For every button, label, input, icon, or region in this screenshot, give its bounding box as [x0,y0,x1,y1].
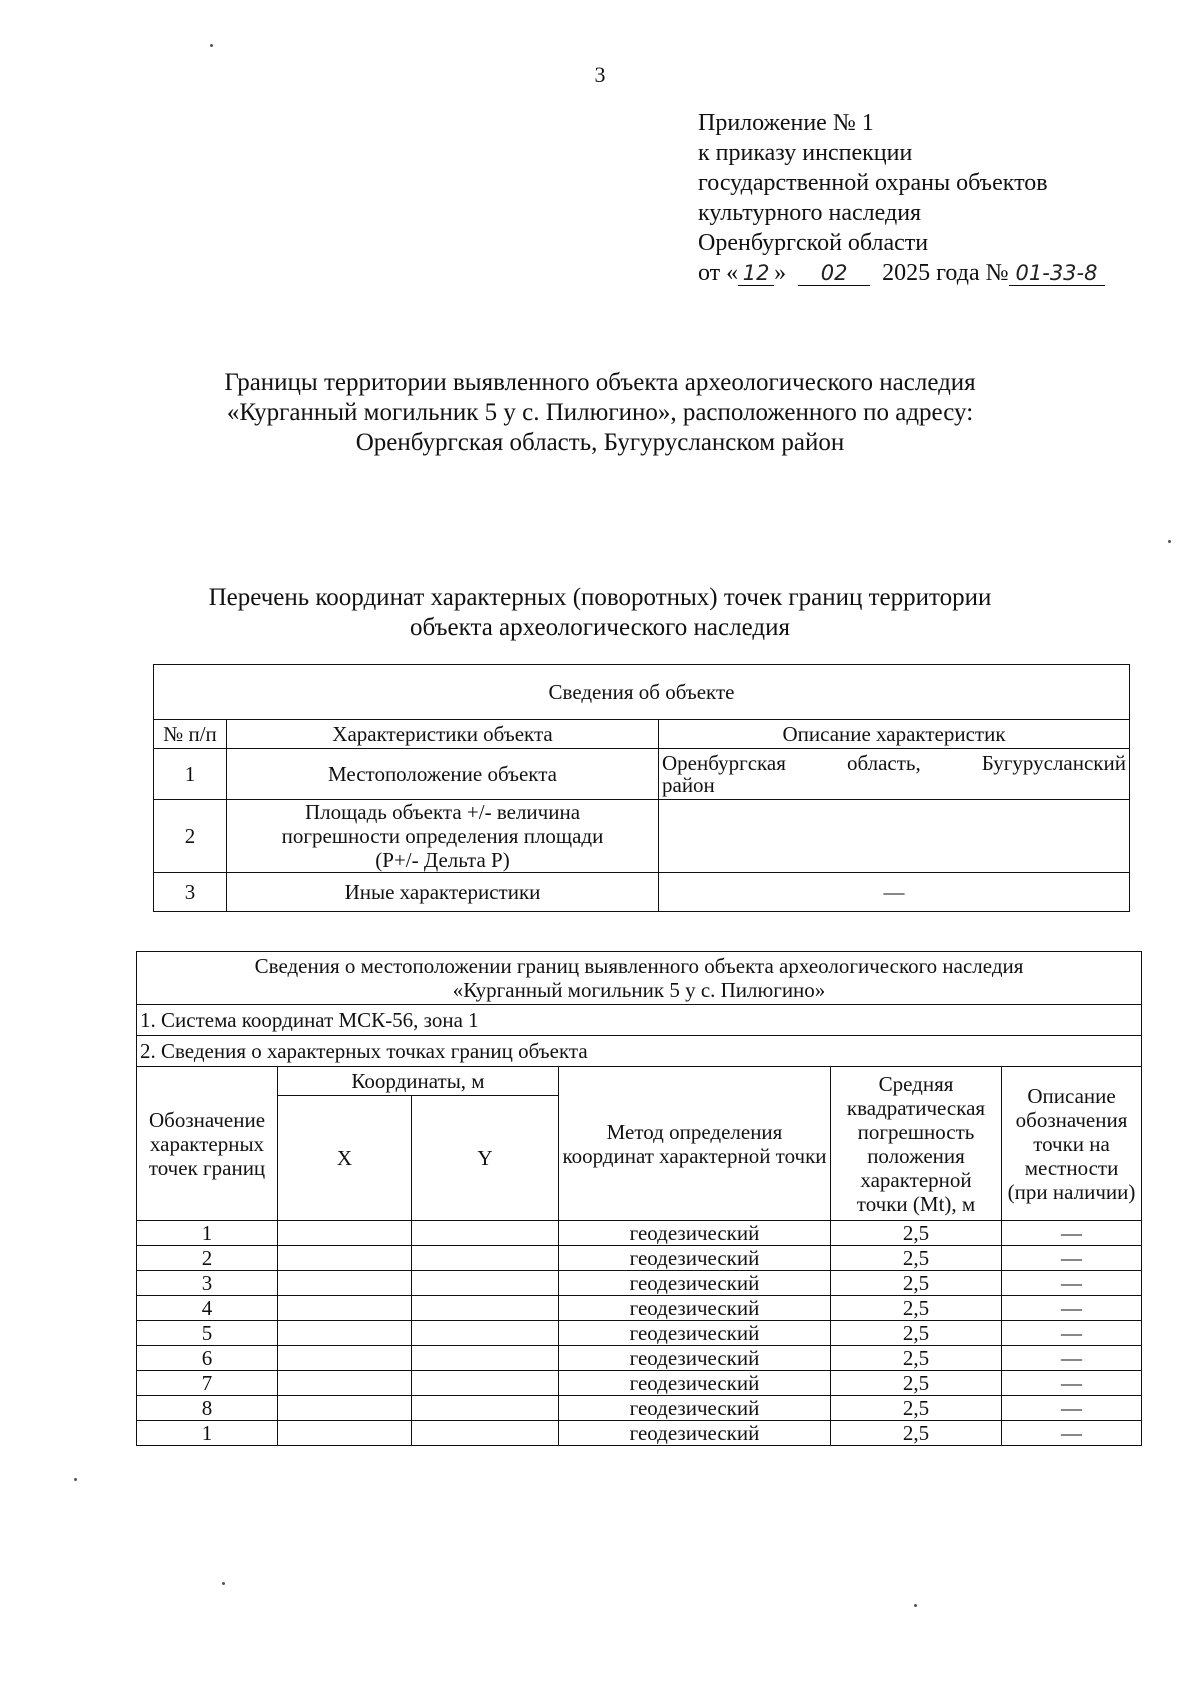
point-description: — [1002,1396,1142,1421]
title-line: «Курганный могильник 5 у с. Пилюгино», расположенного по адресу: [226,399,974,426]
characteristic-line: Площадь объекта +/- величина [304,800,581,824]
coordinates-list-title [100,583,1100,643]
point-y [412,1371,559,1396]
col-header-error: Средняя квадратическая погрешность положения характерной точки (Mt), м [831,1067,1002,1221]
description-line: Оренбургская область, Бугурусланский [662,751,1126,775]
point-error: 2,5 [831,1221,1002,1246]
title-line: Границы территории выявленного объекта археологического наследия [224,369,976,396]
point-x [278,1396,412,1421]
row-description [659,749,1130,800]
point-method: геодезический [559,1221,831,1246]
title-line: Оренбургская область, Бугурусланском район [355,429,845,456]
row-num: 3 [154,873,227,912]
appendix-line: государственной охраны объектов [698,170,1048,196]
point-error: 2,5 [831,1346,1002,1371]
point-number: 6 [137,1346,278,1371]
point-method: геодезический [559,1296,831,1321]
point-x [278,1371,412,1396]
point-method: геодезический [559,1271,831,1296]
table-row [137,1271,1142,1296]
boundary-header-line: «Курганный могильник 5 у с. Пилюгино» [452,978,826,1002]
col-header-num: № п/п [154,720,227,749]
point-description: — [1002,1321,1142,1346]
point-error: 2,5 [831,1371,1002,1396]
point-description: — [1002,1421,1142,1446]
date-mid: » [774,260,787,286]
point-y [412,1246,559,1271]
date-prefix: от « [698,260,739,286]
row-characteristic [227,800,659,873]
date-day: 12 [738,261,774,286]
point-method: геодезический [559,1246,831,1271]
point-y [412,1346,559,1371]
point-number: 8 [137,1396,278,1421]
row-description [659,800,1130,873]
appendix-line: Приложение № 1 [698,110,874,136]
document-title [100,368,1100,458]
point-number: 3 [137,1271,278,1296]
row-characteristic: Иные характеристики [227,873,659,912]
point-x [278,1271,412,1296]
point-error: 2,5 [831,1246,1002,1271]
point-number: 4 [137,1296,278,1321]
col-header-y: Y [412,1096,559,1221]
table-row [137,1421,1142,1446]
point-error: 2,5 [831,1396,1002,1421]
col-header-characteristic: Характеристики объекта [227,720,659,749]
coordinate-system: 1. Система координат МСК-56, зона 1 [137,1005,1142,1036]
date-year-text: 2025 года № [882,260,1009,286]
point-y [412,1296,559,1321]
point-y [412,1321,559,1346]
point-method: геодезический [559,1346,831,1371]
row-characteristic: Местоположение объекта [227,749,659,800]
point-number: 2 [137,1246,278,1271]
point-number: 1 [137,1221,278,1246]
page-number: 3 [594,62,606,87]
point-description: — [1002,1346,1142,1371]
table-row [137,1221,1142,1246]
subtitle-line: объекта археологического наследия [410,614,790,641]
boundary-points-table [136,951,1142,1446]
col-header-point-description: Описание обозначения точки на местности (при наличии) [1002,1067,1142,1221]
table-row [137,1246,1142,1271]
point-method: геодезический [559,1371,831,1396]
point-error: 2,5 [831,1296,1002,1321]
point-x [278,1296,412,1321]
row-description: — [659,873,1130,912]
col-header-description: Описание характеристик [659,720,1130,749]
point-x [278,1221,412,1246]
boundary-table-header [137,952,1142,1005]
appendix-line: культурного наследия [698,200,922,226]
points-caption: 2. Сведения о характерных точках границ объекта [137,1036,1142,1067]
point-x [278,1321,412,1346]
point-method: геодезический [559,1321,831,1346]
point-y [412,1421,559,1446]
scan-speck [222,1582,225,1585]
table-row [137,1396,1142,1421]
point-error: 2,5 [831,1421,1002,1446]
point-y [412,1221,559,1246]
point-error: 2,5 [831,1271,1002,1296]
subtitle-line: Перечень координат характерных (поворотных) точек границ территории [208,584,992,611]
appendix-line: к приказу инспекции [698,140,913,166]
point-y [412,1271,559,1296]
row-num: 1 [154,749,227,800]
characteristic-line: погрешности определения площади [281,824,604,848]
point-description: — [1002,1271,1142,1296]
point-x [278,1421,412,1446]
scan-speck [914,1604,917,1607]
table-row [137,1371,1142,1396]
point-x [278,1246,412,1271]
point-description: — [1002,1296,1142,1321]
table-row [137,1321,1142,1346]
description-line: район [662,773,715,797]
appendix-date-line [698,258,1168,288]
point-y [412,1396,559,1421]
row-num: 2 [154,800,227,873]
date-month: 02 [798,261,870,286]
scan-speck [74,1478,77,1481]
point-number: 1 [137,1421,278,1446]
table-row [137,1296,1142,1321]
point-number: 7 [137,1371,278,1396]
appendix-line: Оренбургской области [698,230,929,256]
object-info-table [153,664,1130,912]
point-method: геодезический [559,1421,831,1446]
col-header-coordinates: Координаты, м [278,1067,559,1096]
point-description: — [1002,1221,1142,1246]
point-error: 2,5 [831,1321,1002,1346]
point-method: геодезический [559,1396,831,1421]
point-description: — [1002,1371,1142,1396]
point-description: — [1002,1246,1142,1271]
col-header-designation: Обозначение характерных точек границ [137,1067,278,1221]
scan-speck [210,44,213,47]
appendix-block [698,108,1168,288]
object-table-header: Сведения об объекте [154,665,1130,720]
characteristic-line: (Р+/- Дельта Р) [375,848,510,872]
order-number: 01-33-8 [1009,261,1105,286]
scan-speck [1168,540,1171,543]
boundary-header-line: Сведения о местоположении границ выявленного объекта археологического наследия [254,954,1024,978]
point-x [278,1346,412,1371]
col-header-x: X [278,1096,412,1221]
point-number: 5 [137,1321,278,1346]
col-header-method: Метод определения координат характерной точки [559,1067,831,1221]
table-row [137,1346,1142,1371]
